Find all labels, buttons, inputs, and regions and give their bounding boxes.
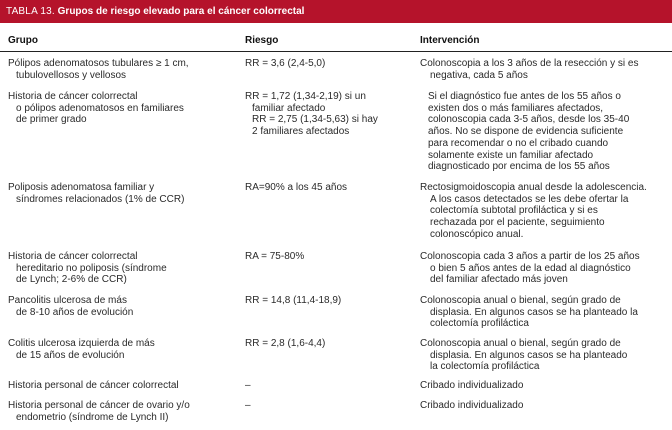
cell-riesgo xyxy=(245,58,410,70)
cell-line: colectomía subtotal profiláctica y si es xyxy=(430,205,598,217)
header-intervencion: Intervención xyxy=(420,35,480,46)
cell-line: familiar afectado xyxy=(252,102,326,114)
table-title: Grupos de riesgo elevado para el cáncer colorrectal xyxy=(57,6,305,17)
cell-line: Cribado individualizado xyxy=(420,380,524,391)
cell-line: diagnosticado por encima de los 55 años xyxy=(428,161,610,173)
cell-riesgo xyxy=(245,182,410,194)
cell-line: colectomía profiláctica xyxy=(430,318,529,330)
cell-line: RR = 1,72 (1,34-2,19) si un xyxy=(245,91,366,102)
cell-line: Poliposis adenomatosa familiar y xyxy=(8,182,155,193)
cell-line: displasia. En algunos casos se ha planteado xyxy=(430,349,628,361)
cell-line: del familiar afectado más joven xyxy=(430,274,568,286)
cell-line: RR = 14,8 (11,4-18,9) xyxy=(245,295,342,306)
cell-line: Colonoscopia a los 3 años de la resección y si es xyxy=(420,58,639,69)
cell-line: Historia personal de cáncer de ovario y/o xyxy=(8,400,190,411)
cell-riesgo xyxy=(245,295,410,307)
cell-line: colonoscópico anual. xyxy=(430,228,524,240)
cell-line: – xyxy=(245,380,251,391)
cell-grupo xyxy=(8,251,233,286)
cell-line: de 15 años de evolución xyxy=(16,349,125,361)
cell-line: Colonoscopia anual o bienal, según grado de xyxy=(420,338,621,349)
cell-line: endometrio (síndrome de Lynch II) xyxy=(16,411,169,423)
header-grupo: Grupo xyxy=(8,35,38,46)
cell-line: 2 familiares afectados xyxy=(252,126,350,138)
cell-intervencion xyxy=(420,91,670,173)
cell-line: años. No se dispone de evidencia suficiente xyxy=(428,126,624,138)
cell-riesgo xyxy=(245,338,410,350)
cell-grupo xyxy=(8,380,233,392)
cell-line: de primer grado xyxy=(16,114,87,126)
table-title-bar xyxy=(0,0,672,23)
cell-line: hereditario no poliposis (síndrome xyxy=(16,262,167,274)
cell-line: existen dos o más familiares afectados, xyxy=(428,102,604,114)
cell-line: Cribado individualizado xyxy=(420,400,524,411)
cell-grupo xyxy=(8,91,233,126)
cell-line: RR = 3,6 (2,4-5,0) xyxy=(245,58,326,69)
cell-line: RA = 75-80% xyxy=(245,251,305,262)
cell-line: colonoscopia cada 3-5 años, desde los 35-40 xyxy=(428,114,630,126)
cell-line: Historia de cáncer colorrectal xyxy=(8,91,138,102)
cell-line: la colectomía profiláctica xyxy=(430,361,540,373)
cell-grupo xyxy=(8,338,233,361)
cell-line: RR = 2,75 (1,34-5,63) si hay xyxy=(252,114,378,126)
cell-line: tubulovellosos y vellosos xyxy=(16,69,127,81)
cell-riesgo xyxy=(245,251,410,263)
cell-grupo xyxy=(8,295,233,318)
cell-intervencion xyxy=(420,251,670,286)
header-riesgo: Riesgo xyxy=(245,35,279,46)
cell-line: – xyxy=(245,400,251,411)
cell-line: Colitis ulcerosa izquierda de más xyxy=(8,338,155,349)
cell-line: Pólipos adenomatosos tubulares ≥ 1 cm, xyxy=(8,58,189,69)
cell-line: para recomendar o no el cribado cuando xyxy=(428,137,609,149)
cell-riesgo xyxy=(245,400,410,412)
cell-grupo xyxy=(8,182,233,205)
cell-intervencion xyxy=(420,380,670,392)
cell-line: RR = 2,8 (1,6-4,4) xyxy=(245,338,326,349)
cell-line: o bien 5 años antes de la edad al diagnóstico xyxy=(430,262,631,274)
cell-grupo xyxy=(8,400,233,423)
cell-line: síndromes relacionados (1% de CCR) xyxy=(16,193,185,205)
cell-intervencion xyxy=(420,58,670,81)
cell-line: o pólipos adenomatosos en familiares xyxy=(16,102,184,114)
cell-line: Historia personal de cáncer colorrectal xyxy=(8,380,179,391)
cell-line: Colonoscopia anual o bienal, según grado de xyxy=(420,295,621,306)
cell-line: rechazada por el paciente, seguimiento xyxy=(430,217,605,229)
cell-line: displasia. En algunos casos se ha planteado la xyxy=(430,306,638,318)
cell-line: negativa, cada 5 años xyxy=(430,69,528,81)
cell-grupo xyxy=(8,58,233,81)
cell-line: Si el diagnóstico fue antes de los 55 años o xyxy=(428,91,621,102)
cell-intervencion xyxy=(420,338,670,373)
cell-line: Historia de cáncer colorrectal xyxy=(8,251,138,262)
cell-line: Pancolitis ulcerosa de más xyxy=(8,295,127,306)
cell-line: RA=90% a los 45 años xyxy=(245,182,348,193)
cell-line: de Lynch; 2-6% de CCR) xyxy=(16,274,127,286)
table-label: TABLA 13. xyxy=(6,6,55,17)
cell-line: Colonoscopia cada 3 años a partir de los 25 años xyxy=(420,251,640,262)
cell-riesgo xyxy=(245,91,410,138)
cell-line: de 8-10 años de evolución xyxy=(16,306,134,318)
cell-intervencion xyxy=(420,182,670,241)
cell-intervencion xyxy=(420,295,670,330)
table-header xyxy=(0,31,672,52)
cell-line: Rectosigmoidoscopia anual desde la adolescencia. xyxy=(420,182,647,193)
cell-line: solamente existe un familiar afectado xyxy=(428,149,594,161)
cell-riesgo xyxy=(245,380,410,392)
cell-line: A los casos detectados se les debe ofertar la xyxy=(430,193,629,205)
cell-intervencion xyxy=(420,400,670,412)
